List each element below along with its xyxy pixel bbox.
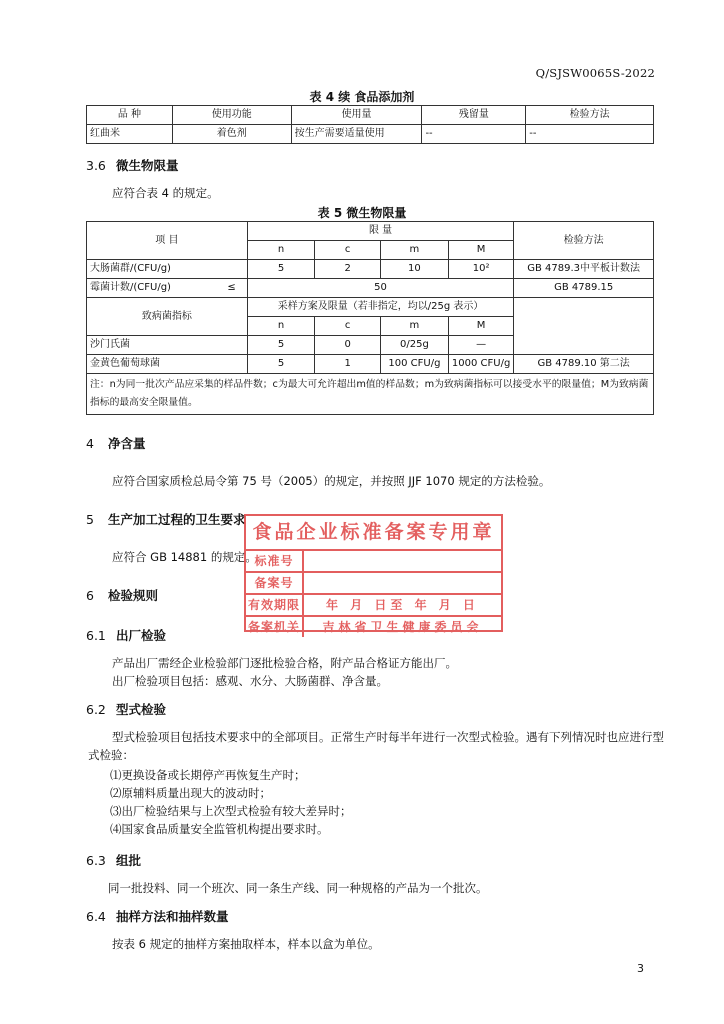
- table-row: [87, 279, 654, 298]
- table4-header: 检验方法: [526, 106, 654, 125]
- page-number: 3: [637, 962, 644, 975]
- table5-cell: —: [448, 336, 513, 355]
- paragraph: 应符合国家质检总局令第 75 号（2005）的规定，并按照 JJF 1070 规定的方法检验。: [112, 474, 551, 488]
- paragraph: 应符合 GB 14881 的规定。: [112, 550, 257, 564]
- table4-cell: 红曲米: [87, 125, 173, 144]
- table-row: [87, 125, 654, 144]
- stamp-value: 年 月 日至 年 月 日: [326, 598, 479, 612]
- filing-stamp: [244, 514, 503, 632]
- table5-subheader-n: n: [247, 317, 315, 336]
- table5-header-M: M: [448, 241, 513, 260]
- list-item: ⑶出厂检验结果与上次型式检验有较大差异时；: [110, 804, 352, 818]
- table5-cell: 5: [247, 355, 315, 374]
- table5-cell: GB 4789.10 第二法: [514, 355, 654, 374]
- paragraph: 同一批投料、同一个班次、同一条生产线、同一种规格的产品为一个批次。: [108, 881, 488, 895]
- stamp-value: 吉林省卫生健康委员会: [322, 620, 483, 634]
- table5-header-method: 检验方法: [514, 222, 654, 260]
- table5-subheader-c: c: [315, 317, 381, 336]
- table5: [86, 221, 654, 415]
- table4-cell: 按生产需要适量使用: [291, 125, 422, 144]
- stamp-label: 备案机关: [246, 617, 304, 637]
- stamp-label: 标准号: [246, 551, 304, 571]
- table4-header: 使用量: [291, 106, 422, 125]
- table5-cell: [514, 298, 654, 355]
- table5-subheader-M: M: [448, 317, 513, 336]
- section-heading: 6.1 出厂检验: [86, 628, 167, 643]
- table5-caption: 表 5 微生物限量: [317, 206, 407, 220]
- table5-cell: 5: [247, 336, 315, 355]
- table4-header: 品 种: [87, 106, 173, 125]
- paragraph: 应符合表 4 的规定。: [112, 186, 219, 200]
- table5-pathogen-plan: 采样方案及限量（若非指定，均以/25g 表示）: [247, 298, 514, 317]
- table5-pathogen-label: 致病菌指标: [87, 298, 248, 336]
- table5-cell: 2: [315, 260, 381, 279]
- section-heading: 5 生产加工过程的卫生要求: [86, 512, 246, 527]
- table4-cell: --: [526, 125, 654, 144]
- table4-header: 残留量: [422, 106, 526, 125]
- section-heading: 6.2 型式检验: [86, 702, 167, 717]
- table-row: [87, 260, 654, 279]
- table5-cell: 0/25g: [380, 336, 448, 355]
- table4-cell: --: [422, 125, 526, 144]
- paragraph: 产品出厂需经企业检验部门逐批检验合格，附产品合格证方能出厂。: [112, 656, 457, 670]
- table5-header-m: m: [380, 241, 448, 260]
- section-heading: 6.4 抽样方法和抽样数量: [86, 909, 229, 924]
- table5-cell: 金黄色葡萄球菌: [87, 355, 248, 374]
- table5-cell: GB 4789.3中平板计数法: [514, 260, 654, 279]
- table4-header-row: [87, 106, 654, 125]
- section-heading: 3.6 微生物限量: [86, 158, 179, 173]
- table5-cell: 霉菌计数/(CFU/g) ≤: [87, 279, 248, 298]
- table5-header-item: 项 目: [87, 222, 248, 260]
- table5-header-c: c: [315, 241, 381, 260]
- table5-cell: 100 CFU/g: [380, 355, 448, 374]
- paragraph: 型式检验项目包括技术要求中的全部项目。正常生产时每半年进行一次型式检验。遇有下列情况时也应进行型式检验：: [88, 730, 664, 762]
- stamp-title: 食品企业标准备案专用章: [246, 516, 501, 551]
- stamp-label: 备案号: [246, 573, 304, 593]
- table5-header-n: n: [247, 241, 315, 260]
- list-item: ⑷国家食品质量安全监管机构提出要求时。: [110, 822, 329, 836]
- table5-cell: 1000 CFU/g: [448, 355, 513, 374]
- table5-cell: GB 4789.15: [514, 279, 654, 298]
- section-heading: 4 净含量: [86, 436, 146, 451]
- table5-cell: 10²: [448, 260, 513, 279]
- paragraph: 出厂检验项目包括：感观、水分、大肠菌群、净含量。: [112, 674, 388, 688]
- paragraph: 按表 6 规定的抽样方案抽取样本，样本以盒为单位。: [112, 937, 380, 951]
- table4-cell: 着色剂: [172, 125, 291, 144]
- table-row: [87, 355, 654, 374]
- document-code: Q/SJSW0065S-2022: [535, 66, 655, 80]
- table5-header-limit: 限 量: [247, 222, 514, 241]
- table4: [86, 105, 654, 144]
- stamp-label: 有效期限: [246, 595, 304, 615]
- list-item: ⑵原辅料质量出现大的波动时；: [110, 786, 271, 800]
- table5-cell: 1: [315, 355, 381, 374]
- section-heading: 6.3 组批: [86, 853, 142, 868]
- table5-cell: 沙门氏菌: [87, 336, 248, 355]
- section-heading: 6 检验规则: [86, 588, 159, 603]
- table5-note: 注：n为同一批次产品应采集的样品件数；c为最大可允许超出m值的样品数；m为致病菌指标可以接受水平的限量值；M为致病菌指标的最高安全限量值。: [87, 374, 654, 415]
- table5-cell: 5: [247, 260, 315, 279]
- table4-header: 使用功能: [172, 106, 291, 125]
- table5-cell: 大肠菌群/(CFU/g): [87, 260, 248, 279]
- table4-caption: 表 4 续 食品添加剂: [309, 90, 415, 104]
- table5-cell: 50: [247, 279, 514, 298]
- table5-cell: 0: [315, 336, 381, 355]
- table5-cell: 10: [380, 260, 448, 279]
- table5-subheader-m: m: [380, 317, 448, 336]
- list-item: ⑴更换设备或长期停产再恢复生产时；: [110, 768, 306, 782]
